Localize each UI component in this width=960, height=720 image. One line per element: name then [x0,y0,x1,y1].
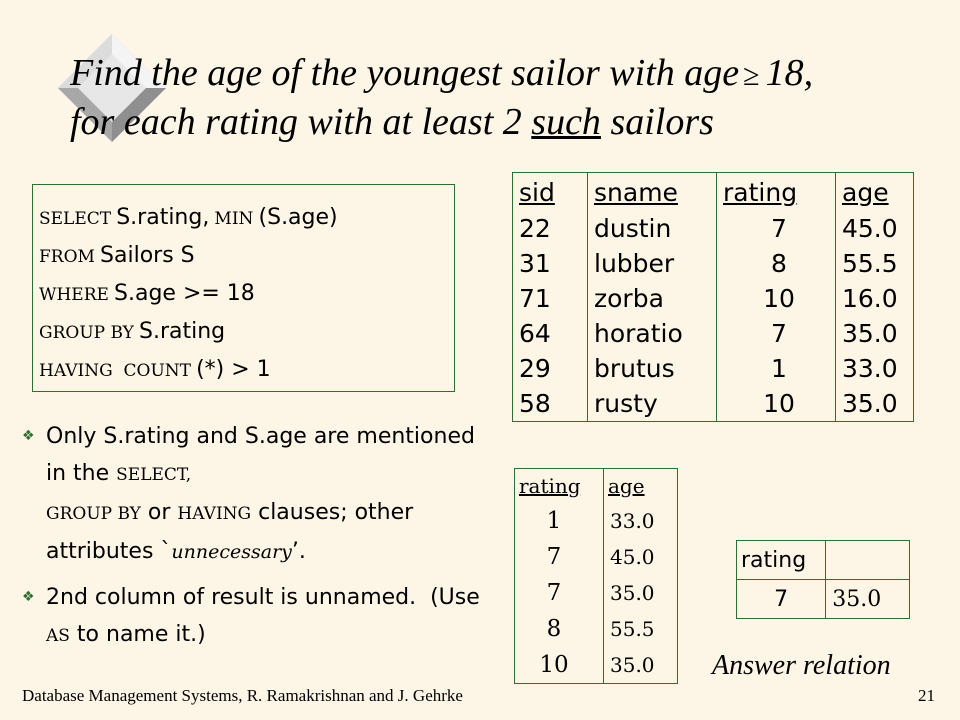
table-cell: 35.0 [826,580,910,619]
table-cell: 7 [546,544,562,570]
slide-title [70,50,950,145]
table-cell: 7 [546,580,562,606]
table-cell: 8 [546,616,562,642]
sql-argument: S.age >= 18 [114,281,255,306]
title-line2-suffix: sailors [600,101,714,143]
table-cell: brutus [588,351,717,386]
footer-citation: Database Management Systems, R. Ramakrishnan and J. Gehrke [22,686,463,705]
bullet-text: clauses; other attributes ` [46,500,414,564]
sailors-table [512,172,914,422]
table-cell: 71 [519,284,551,313]
table-row [515,575,678,611]
sql-argument: (S.age) [258,205,338,230]
title-part2: 18, [765,52,814,94]
sql-argument: S.rating, [116,205,210,230]
sql-line-having [39,351,454,389]
sql-keyword: HAVING COUNT [39,361,191,381]
clover-bullet-icon: ❖ [22,589,35,605]
sql-keyword: FROM [39,247,95,267]
table-cell: lubber [588,246,717,281]
bullet-italic-word: unnecessary [171,541,292,563]
table-cell: zorba [588,281,717,316]
table-cell: 7 [737,580,826,619]
table-cell: 58 [519,389,551,418]
column-header: sname [588,173,717,212]
bullet-item-1 [22,418,500,571]
page-number: 21 [918,686,935,705]
table-cell: 35.0 [604,575,678,611]
grouped-table [514,468,678,684]
table-row [513,246,914,281]
bullet-text: 2nd column of result is unnamed. (Use [46,585,487,610]
table-header-row [515,469,678,504]
table-cell: 22 [519,214,551,243]
table-cell: rusty [588,386,717,422]
column-header: age [836,173,914,212]
table-cell: 7 [717,316,836,351]
table-cell: dustin [588,211,717,246]
table-row [515,503,678,539]
column-header: rating [717,173,836,212]
bullet-keyword: SELECT, [116,465,192,485]
sql-line-from [39,237,454,275]
bullet-keyword: AS [46,626,70,646]
table-header-row [513,173,914,212]
table-row [513,386,914,422]
table-header-row [737,541,910,580]
table-cell: 29 [519,354,551,383]
table-cell: 35.0 [836,386,914,422]
answer-caption: Answer relation [712,650,891,681]
table-cell: 10 [539,652,569,678]
sql-keyword: WHERE [39,285,109,305]
sql-argument: Sailors S [100,243,195,268]
bullet-text: Only S.rating and S.age are mentioned in the [46,424,475,486]
bullet-text: ’. [291,539,306,564]
bullet-text: or [140,500,178,525]
column-header: sid [519,177,555,207]
table-cell: 8 [717,246,836,281]
column-header: rating [519,474,581,498]
sql-keyword: GROUP BY [39,323,134,343]
bullet-keyword: GROUP BY [46,504,141,524]
table-cell: 45.0 [604,539,678,575]
sql-argument: (*) > 1 [196,357,271,382]
clover-bullet-icon: ❖ [22,428,35,444]
table-cell: 35.0 [604,647,678,684]
bullet-text: to name it.) [69,622,206,647]
table-row [515,647,678,684]
bullet-keyword: HAVING [177,504,252,524]
table-cell: 1 [717,351,836,386]
title-part1: Find the age of the youngest sailor with age [70,52,740,94]
table-cell: 35.0 [836,316,914,351]
table-cell: 55.5 [836,246,914,281]
bullet-list [22,418,500,659]
table-row [513,281,914,316]
table-cell: 31 [519,249,551,278]
column-header-empty [826,541,910,580]
table-row [513,316,914,351]
sql-keyword: SELECT [39,209,112,229]
title-underlined-word: such [531,101,601,143]
table-cell: 16.0 [836,281,914,316]
table-cell: 55.5 [604,611,678,647]
table-row [515,611,678,647]
table-cell: horatio [588,316,717,351]
table-cell: 7 [717,211,836,246]
table-cell: 33.0 [836,351,914,386]
table-row [737,580,910,619]
table-cell: 64 [519,319,551,348]
column-header: rating [741,547,807,573]
table-cell: 10 [717,281,836,316]
sql-argument: S.rating [139,319,226,344]
greater-equal-symbol: ≥ [743,59,760,92]
table-cell: 33.0 [604,503,678,539]
table-row [513,351,914,386]
sql-line-select [39,199,454,237]
bullet-item-2 [22,579,500,655]
sql-line-where [39,275,454,313]
table-cell: 10 [717,386,836,422]
sql-line-group-by [39,313,454,351]
answer-table [736,540,910,619]
table-cell: 1 [546,508,562,534]
table-row [515,539,678,575]
table-row [513,211,914,246]
column-header: age [604,469,678,504]
sql-keyword: MIN [214,209,254,229]
sql-query-box [32,184,455,392]
table-cell: 45.0 [836,211,914,246]
title-line2-prefix: for each rating with at least 2 [70,101,532,143]
